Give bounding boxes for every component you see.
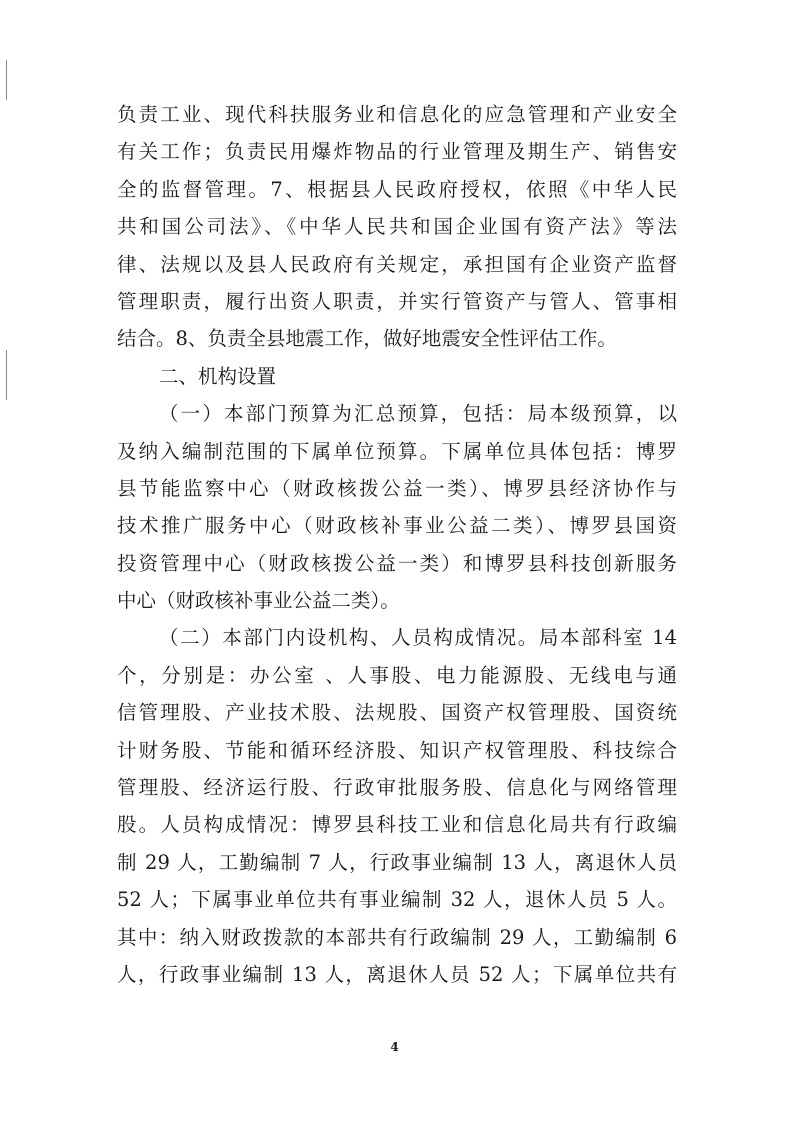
text-line: 全的监督管理。7、根据县人民政府授权，依照《中华人民 (117, 177, 677, 201)
text-line: （二）本部门内设机构、人员构成情况。局本部科室 14 (159, 626, 677, 650)
text-line: 共和国公司法》、《中华人民共和国企业国有资产法》等法 (117, 215, 677, 239)
scan-edge-mark (6, 60, 7, 100)
text-line: 律、法规以及县人民政府有关规定，承担国有企业资产监督 (117, 252, 677, 276)
text-line: 县节能监察中心（财政核拨公益一类）、博罗县经济协作与 (117, 476, 677, 500)
text-line: 及纳入编制范围的下属单位预算。下属单位具体包括：博罗 (117, 439, 677, 463)
text-line: 结合。8、负责全县地震工作，做好地震安全性评估工作。 (117, 327, 617, 351)
scan-edge-mark (6, 350, 7, 400)
text-line: 技术推广服务中心（财政核补事业公益二类）、博罗县国资 (117, 514, 677, 538)
text-line: 管理职责，履行出资人职责，并实行管资产与管人、管事相 (117, 289, 677, 313)
text-line: 人，行政事业编制 13 人，离退休人员 52 人；下属单位共有 (117, 962, 677, 986)
text-line: 有关工作；负责民用爆炸物品的行业管理及期生产、销售安 (117, 140, 677, 164)
text-line: 个，分别是：办公室 、人事股、电力能源股、无线电与通 (117, 663, 677, 687)
text-line: 计财务股、节能和循环经济股、知识产权管理股、科技综合 (117, 738, 677, 762)
text-line: 52 人；下属事业单位共有事业编制 32 人，退休人员 5 人。 (117, 888, 677, 912)
text-line: 其中：纳入财政拨款的本部共有行政编制 29 人，工勤编制 6 (117, 925, 677, 949)
page-number: 4 (390, 1040, 399, 1054)
text-line: 中心（财政核补事业公益二类）。 (117, 589, 400, 613)
text-line: 股。人员构成情况：博罗县科技工业和信息化局共有行政编 (117, 813, 677, 837)
body-text (117, 96, 677, 993)
text-line: 制 29 人，工勤编制 7 人，行政事业编制 13 人，离退休人员 (117, 850, 677, 874)
section-heading: 二、机构设置 (159, 364, 277, 388)
text-line: （一）本部门预算为汇总预算，包括：局本级预算，以 (159, 402, 677, 426)
text-line: 信管理股、产业技术股、法规股、国资产权管理股、国资统 (117, 701, 677, 725)
text-line: 负责工业、现代科扶服务业和信息化的应急管理和产业安全 (117, 103, 677, 126)
text-line: 投资管理中心（财政核拨公益一类）和博罗县科技创新服务 (117, 551, 677, 575)
text-line: 管理股、经济运行股、行政审批服务股、信息化与网络管理 (117, 776, 677, 800)
